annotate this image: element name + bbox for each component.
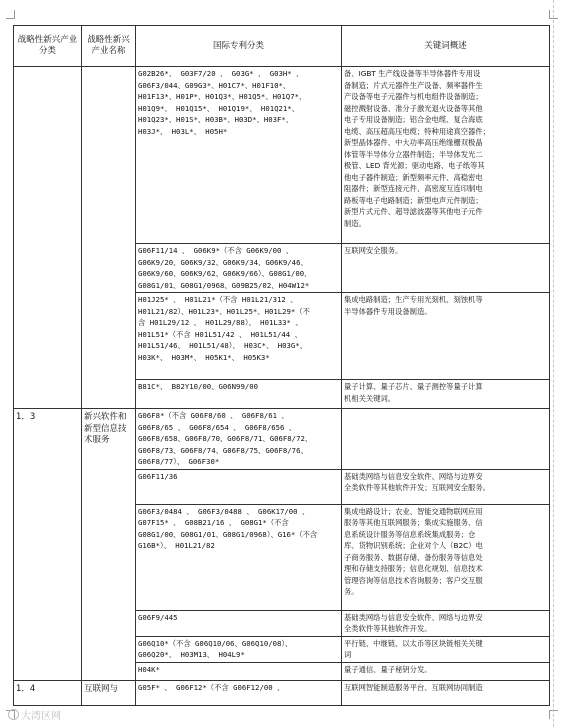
category-cell — [14, 67, 82, 409]
ipc-code-line: G06F3/0484 、 G06F3/0488 、 G06K17/00 、 — [138, 506, 310, 516]
keyword-line: 子商务服务、数据存储、备份服务等信息处 — [344, 552, 483, 562]
keyword-cell — [342, 67, 550, 244]
keyword-line: 务。 — [344, 587, 359, 596]
ipc-code-cell — [136, 610, 342, 636]
keyword-line: 理和存储支持服务；信息化规划、信息技术 — [344, 564, 483, 573]
keyword-cell — [342, 610, 550, 636]
keyword-line: 管理咨询等信息技术咨询服务；客户交互服 — [344, 575, 483, 585]
keyword-line: 磁控溅射设备、准分子激光退火设备等其他 — [344, 103, 483, 113]
ipc-code-cell — [136, 469, 342, 504]
ipc-code-line: G08G1/00、G08G1/01、G08G1/0968）、G16*（不含 — [138, 529, 318, 539]
keyword-line: 新型晶体器件、中大功率高压绝缘栅双极晶 — [344, 138, 483, 147]
ipc-code-line: G06F8/65 、 G06F8/654 、 G06F8/656 、 — [138, 422, 297, 432]
keyword-line: 集成电路制造；生产专用光刻机、刻蚀机等 — [344, 295, 483, 304]
keyword-line: 全类软件等其他软件开发。 — [344, 624, 432, 633]
ipc-code-line: 含 H01L29/12 、 H01L29/88）、 H01L33* 、 — [138, 318, 303, 327]
ipc-code-line: H03K*、 H03M*、 H05K1*、 H05K3* — [138, 352, 270, 362]
patent-classification-table — [13, 25, 550, 706]
keyword-line: 平行链、中继链、以太币等区块链相关关键 — [344, 638, 483, 648]
keyword-line: 集成电路设计；农业、智能交通物联网应用 — [344, 506, 483, 516]
header-industry-name: 战略性新兴产业名称 — [82, 26, 136, 67]
keyword-line: 电缆、高压超高压电缆；特种用途真空器件； — [344, 126, 490, 136]
keyword-line: 互联网智能制造服务平台、互联网协同制造 — [344, 682, 483, 692]
ipc-code-line: G06K9/60、G06K9/62、G06K9/66）、G08G1/00、 — [138, 269, 312, 278]
keyword-line: 机相关关键词。 — [344, 393, 396, 403]
industry-name-cell: 互联网与 — [82, 680, 136, 705]
keyword-line: 全类软件等其他软件开发；互联网安全服务。 — [344, 483, 490, 492]
keyword-cell — [342, 244, 550, 293]
keyword-cell — [342, 469, 550, 504]
ipc-code-line: H01F13*、H01P*、H01Q3*、H01Q5*、H01Q7*、 — [138, 92, 307, 101]
ipc-code-cell — [136, 244, 342, 293]
keyword-line: 电子专用设备制造；铝合金电缆、复合海底 — [344, 115, 483, 124]
keyword-line: 库、货物识别系统；企业对个人（B2C）电 — [344, 541, 483, 550]
ipc-code-line: H01L21/82）、H01L23*、H01L25*、H01L29*（不 — [138, 306, 310, 316]
ipc-code-line: G06F8/658、G06F8/70、G06F8/71、G06F8/72、 — [138, 434, 313, 443]
industry-name-cell — [82, 67, 136, 409]
ipc-code-cell — [136, 293, 342, 380]
keyword-line: 体管等半导体分立器件制造；半导体发光二 — [344, 149, 483, 159]
keyword-line: 量子计算、量子芯片、量子测控等量子计算 — [344, 382, 483, 391]
ipc-code-line: G06Q20*、 H03M13、 H04L9* — [138, 650, 245, 659]
keyword-cell — [342, 636, 550, 662]
keyword-line: 新型片式元件、超导滤波器等其他电子元件 — [344, 207, 483, 216]
keyword-line: 路板等电子电路制造；新型电声元件制造； — [344, 195, 483, 205]
ipc-code-cell — [136, 662, 342, 680]
ipc-code-cell — [136, 380, 342, 409]
keyword-line: 基础类网络与信息安全软件、网络与边界安 — [344, 612, 483, 622]
page-margin-guide — [553, 0, 554, 727]
category-cell: 1．4 — [14, 680, 82, 705]
keyword-line: 服务等其他互联网服务；集成实施服务、信 — [344, 518, 483, 527]
ipc-code-line: H01Q9*、 H01Q15*、 H01Q19*、 H01Q21*、 — [138, 103, 299, 113]
keyword-line: 量子通信、量子秘钥分发。 — [344, 664, 432, 674]
ipc-code-line: H01J25* 、 H01L21*（不含 H01L21/312 、 — [138, 295, 298, 304]
ipc-code-line: G06Q10*（不含 G06Q10/06、G06Q10/08）、 — [138, 638, 293, 648]
keyword-line: 备、IGBT 生产线设备等半导体器件专用设 — [344, 69, 481, 78]
header-category: 战略性新兴产业分类 — [14, 26, 82, 67]
ipc-code-line: G06F8*（不含 G06F8/60 、 G06F8/61 、 — [138, 411, 289, 420]
keyword-cell — [342, 293, 550, 380]
ipc-code-line: G07F15* 、 G08B21/16 、 G08G1*（不含 — [138, 518, 289, 527]
keyword-line: 极管、LED 背光源；驱动电路、电子纸等其 — [344, 161, 485, 170]
ipc-code-line: G06F3/044、G09G3*、H01C7*、H01F10*、 — [138, 80, 291, 90]
keyword-line: 阻器件；新型连接元件、高密度互连印制电 — [344, 184, 483, 193]
ipc-code-line: G05F* 、 G06F12*（不含 G06F12/00 、 — [138, 682, 285, 692]
ipc-code-cell — [136, 680, 342, 705]
ipc-code-line: G02B26*、 G03F7/20 、 G03G* 、 G03H* 、 — [138, 69, 304, 78]
crop-mark-top-left — [6, 10, 15, 19]
ipc-code-cell — [136, 636, 342, 662]
header-ipc-classification: 国际专利分类 — [136, 26, 342, 67]
ipc-code-line: G06F8/73、G06F8/74、G06F8/75、G06F8/76、 — [138, 445, 308, 455]
ipc-code-line: H01Q23*、H01S*、H03B*、H03D*、H03F*、 — [138, 115, 294, 124]
ipc-code-line: G06K9/20、G06K9/32、G06K9/34、G06K9/46、 — [138, 257, 308, 267]
ipc-code-line: G06F9/445 — [138, 612, 178, 622]
keyword-cell — [342, 662, 550, 680]
table-row — [14, 680, 550, 705]
ipc-code-line: G06F8/77）、 G06F30* — [138, 457, 220, 466]
ipc-code-line: G08G1/01、G08G1/0968、G09B25/02、H04W12* — [138, 280, 310, 290]
watermark: 大湾区网 — [8, 707, 61, 722]
header-keywords: 关键词概述 — [342, 26, 550, 67]
keyword-line: 词 — [344, 650, 352, 659]
watermark-logo-icon — [8, 709, 19, 720]
ipc-code-line: G06F11/36 — [138, 471, 178, 481]
ipc-code-line: H01L51*（不含 H01L51/42 、 H01L51/44 、 — [138, 329, 302, 339]
ipc-code-line: G06F11/14 、 G06K9*（不含 G06K9/00 、 — [138, 246, 294, 255]
keyword-line: 基础类网络与信息安全软件、网络与边界安 — [344, 471, 483, 481]
industry-name-cell: 新兴软件和新型信息技术服务 — [82, 409, 136, 681]
ipc-code-line: H01L51/46、 H01L51/48）、 H03C*、 H03G*、 — [138, 341, 308, 350]
ipc-code-line: G16B*）、 H01L21/82 — [138, 541, 215, 550]
keyword-line: 半导体器件专用设备制造。 — [344, 306, 432, 316]
ipc-code-cell — [136, 409, 342, 470]
keyword-cell — [342, 409, 550, 470]
keyword-line: 息系统设计服务等信息系统集成服务；仓 — [344, 529, 476, 539]
table-row — [14, 67, 550, 244]
keyword-cell — [342, 504, 550, 610]
table-row — [14, 409, 550, 470]
table-header-row — [14, 26, 550, 67]
keyword-cell — [342, 380, 550, 409]
keyword-line: 他电子器件制造；新型频率元件、高稳密电 — [344, 172, 483, 182]
keyword-line: 制造。 — [344, 218, 366, 228]
ipc-code-line: B81C*、 B82Y10/00、G06N99/00 — [138, 382, 259, 391]
category-cell: 1．3 — [14, 409, 82, 681]
ipc-code-cell — [136, 67, 342, 244]
keyword-line: 产设备等电子元器件与机电组件设备制造； — [344, 92, 483, 101]
keyword-line: 备制造；片式元器件生产设备、频率器件生 — [344, 80, 483, 90]
ipc-code-line: H04K* — [138, 664, 160, 674]
ipc-code-line: H03J*、 H03L*、 H05H* — [138, 126, 228, 136]
ipc-code-cell — [136, 504, 342, 610]
keyword-line: 互联网安全服务。 — [344, 246, 403, 255]
keyword-cell — [342, 680, 550, 705]
